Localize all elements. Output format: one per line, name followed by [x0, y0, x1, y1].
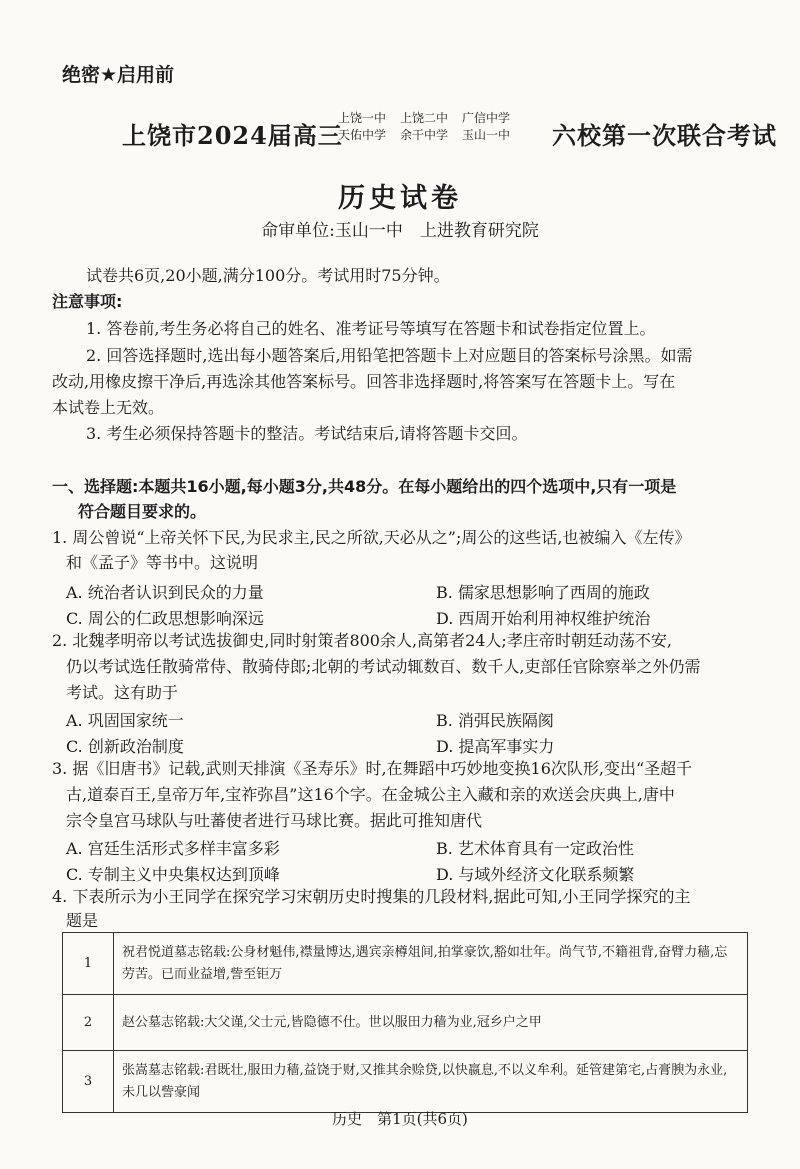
row-text: 张嵩墓志铭载:君既壮,服田力穑,益饶于财,又推其余赊贷,以快嬴息,不以义牟利。延管建第宅,占膏腴为永业,未几以訾豪闻: [114, 1051, 748, 1113]
page-footer: 历史 第1页(共6页): [332, 1110, 468, 1128]
table-row: [63, 995, 748, 1051]
notice-item-cont: 改动,用橡皮擦干净后,再选涂其他答案标号。回答非选择题时,将答案写在答题卡上。写在: [52, 372, 676, 391]
school-name: 天佑中学: [338, 128, 387, 142]
answer-option[interactable]: A. 宫廷生活形式多样丰富多彩: [66, 839, 280, 858]
answer-option[interactable]: D. 提高军事实力: [436, 737, 555, 756]
answer-option[interactable]: C. 专制主义中央集权达到顶峰: [66, 865, 280, 884]
question-stem: 3. 据《旧唐书》记载,武则天排演《圣寿乐》时,在舞蹈中巧妙地变换16次队形,变出“圣超千: [52, 759, 693, 778]
exam-title-prefix: 上饶市2024届高三: [122, 121, 343, 150]
question-stem-cont: 古,道泰百王,皇帝万年,宝祚弥昌”这16个字。在金城公主入藏和亲的欢送会庆典上,唐中: [66, 785, 675, 804]
question-stem-cont: 仍以考试选任散骑常侍、散骑侍郎;北朝的考试动辄数百、数千人,吏部任官除察举之外仍需: [66, 657, 701, 676]
notice-item-cont: 本试卷上无效。: [52, 398, 165, 417]
row-text: 赵公墓志铭载:大父谨,父士元,皆隐德不仕。世以服田力穑为业,冠乡户之甲: [114, 995, 748, 1051]
school-name: 玉山一中: [462, 128, 511, 142]
confidential-label: 绝密★启用前: [62, 64, 175, 86]
exam-title-suffix: 六校第一次联合考试: [552, 121, 777, 150]
answer-option[interactable]: A. 统治者认识到民众的力量: [66, 583, 264, 602]
notice-item: 3. 考生必须保持答题卡的整洁。考试结束后,请将答题卡交回。: [86, 424, 528, 443]
row-number: 1: [63, 933, 114, 995]
notice-item: 2. 回答选择题时,选出每小题答案后,用铅笔把答题卡上对应题目的答案标号涂黑。如需: [86, 346, 693, 365]
answer-option[interactable]: D. 西周开始利用神权维护统治: [436, 609, 651, 628]
row-text: 祝君悦道墓志铭载:公身材魁伟,襟量博达,遇宾亲樽俎间,拍掌豪饮,豁如壮年。尚气节,不籍祖背,奋臂力穑,忘劳苦。已而业益增,訾至钜万: [114, 933, 748, 995]
school-name: 上饶一中: [338, 111, 387, 125]
answer-option[interactable]: D. 与域外经济文化联系频繁: [436, 865, 635, 884]
answer-option[interactable]: B. 艺术体育具有一定政治性: [436, 839, 634, 858]
table-row: [63, 1051, 748, 1113]
notice-heading: 注意事项:: [52, 292, 123, 311]
material-table: [62, 932, 748, 1113]
question-stem: 1. 周公曾说“上帝关怀下民,为民求主,民之所欲,天必从之”;周公的这些话,也被编入《左传》: [52, 528, 691, 547]
row-number: 3: [63, 1051, 114, 1113]
question-stem-cont: 和《孟子》等书中。这说明: [66, 553, 259, 572]
answer-option[interactable]: B. 儒家思想影响了西周的施政: [436, 583, 650, 602]
answer-option[interactable]: C. 创新政治制度: [66, 737, 184, 756]
question-stem: 2. 北魏孝明帝以考试选拔御史,同时射策者800余人,高第者24人;孝庄帝时朝廷动荡不安,: [52, 631, 672, 650]
question-stem-cont: 考试。这有助于: [66, 683, 179, 702]
school-name: 上饶二中: [400, 111, 449, 125]
question-stem-cont: 宗令皇宫马球队与吐蕃使者进行马球比赛。据此可推知唐代: [66, 811, 483, 830]
school-name: 广信中学: [462, 111, 511, 125]
answer-option[interactable]: B. 消弭民族隔阂: [436, 711, 554, 730]
school-list: [338, 110, 524, 144]
subject-title: 历史试卷: [338, 183, 462, 214]
answer-option[interactable]: A. 巩固国家统一: [66, 711, 184, 730]
table-row: [63, 933, 748, 995]
exam-summary: 试卷共6页,20小题,满分100分。考试用时75分钟。: [86, 266, 450, 285]
authoring-unit: 命审单位:玉山一中 上进教育研究院: [261, 221, 539, 241]
row-number: 2: [63, 995, 114, 1051]
question-stem: 4. 下表所示为小王同学在探究学习宋朝历史时搜集的几段材料,据此可知,小王同学探究的主: [52, 887, 691, 906]
answer-option[interactable]: C. 周公的仁政思想影响深远: [66, 609, 264, 628]
section-heading: 一、选择题:本题共16小题,每小题3分,共48分。在每小题给出的四个选项中,只有一项是: [52, 477, 677, 496]
school-name: 余干中学: [400, 128, 449, 142]
question-stem-cont: 题是: [66, 911, 99, 930]
section-heading-cont: 符合题目要求的。: [78, 502, 207, 521]
notice-item: 1. 答卷前,考生务必将自己的姓名、准考证号等填写在答题卡和试卷指定位置上。: [86, 319, 656, 338]
